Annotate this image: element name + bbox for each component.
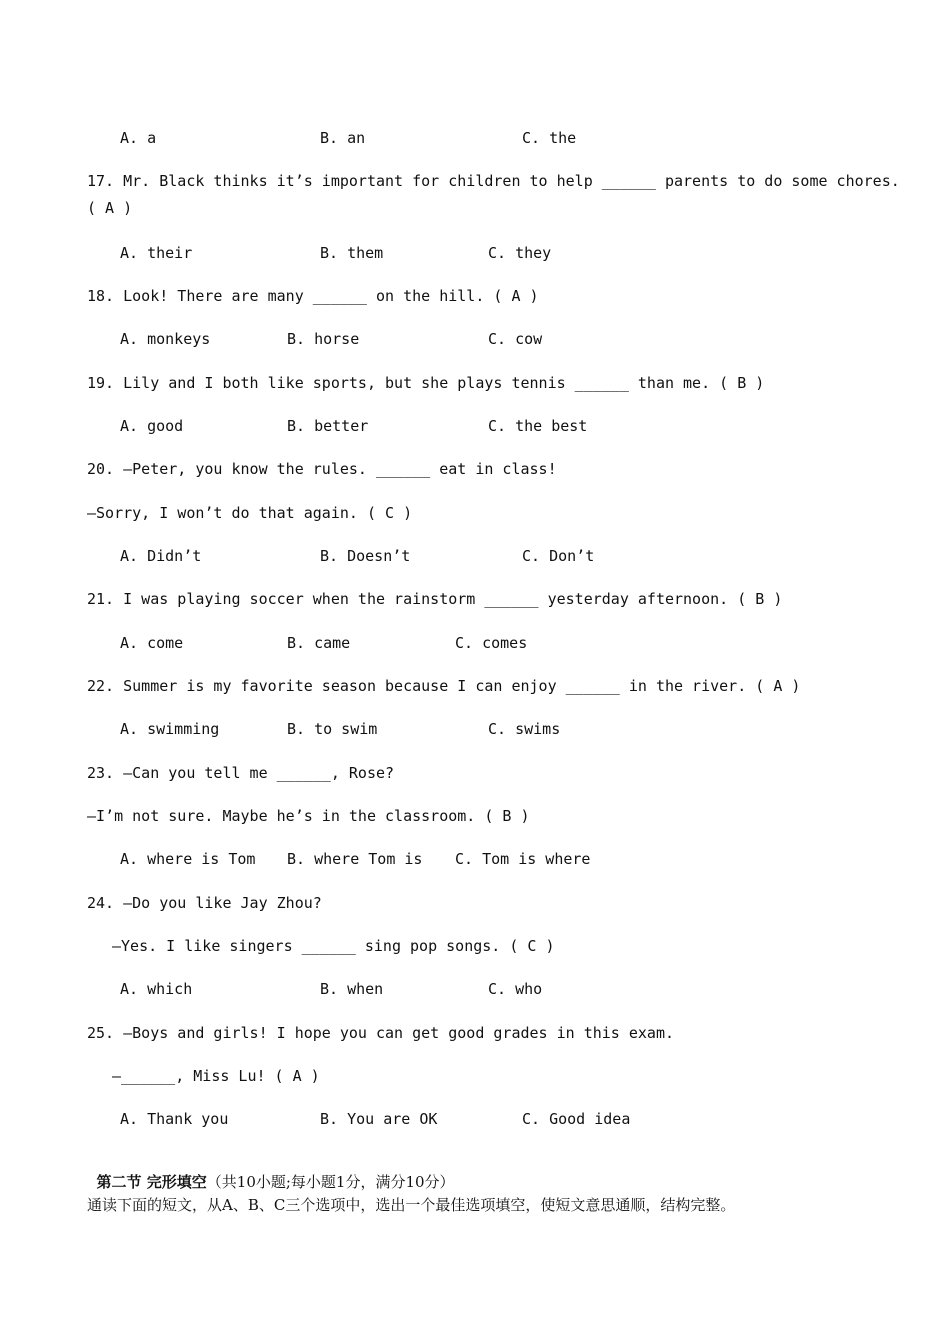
- option-c: C. who: [488, 980, 543, 998]
- option-c: C. comes: [455, 634, 528, 652]
- question-text: 25. —Boys and girls! I hope you can get good grades in this exam.: [87, 1024, 674, 1042]
- question-reply: —______, Miss Lu! ( A ): [112, 1067, 320, 1085]
- question-text: 17. Mr. Black thinks it’s important for children to help ______ parents to do some chores.: [87, 172, 900, 190]
- option-c: C. swims: [488, 720, 561, 738]
- option-b: B. when: [320, 980, 384, 998]
- option-c: C. Good idea: [522, 1110, 631, 1128]
- option-a: A. swimming: [120, 720, 220, 738]
- option-b: B. You are OK: [320, 1110, 438, 1128]
- option-b: B. better: [287, 417, 369, 435]
- section-heading: [87, 1152, 455, 1192]
- option-a: A. where is Tom: [120, 850, 256, 868]
- question-text: 20. —Peter, you know the rules. ______ eat in class!: [87, 460, 557, 478]
- section-instruction: 通读下面的短文，从A、B、C三个选项中，选出一个最佳选项填空，使短文意思通顺，结构完整。: [87, 1196, 736, 1214]
- option-a: A. Didn’t: [120, 547, 202, 565]
- question-text: 19. Lily and I both like sports, but she plays tennis ______ than me. ( B ): [87, 374, 765, 392]
- option-a: A. a: [120, 129, 157, 147]
- section-title: 第二节 完形填空: [96, 1173, 207, 1191]
- option-c: C. Tom is where: [455, 850, 591, 868]
- question-text: 24. —Do you like Jay Zhou?: [87, 894, 322, 912]
- option-b: B. Doesn’t: [320, 547, 411, 565]
- answer-mark: ( A ): [87, 199, 133, 217]
- option-a: A. their: [120, 244, 193, 262]
- option-a: A. which: [120, 980, 193, 998]
- option-c: C. cow: [488, 330, 543, 348]
- option-a: A. Thank you: [120, 1110, 229, 1128]
- option-a: A. monkeys: [120, 330, 211, 348]
- question-text: 22. Summer is my favorite season because I can enjoy ______ in the river. ( A ): [87, 677, 801, 695]
- option-c: C. Don’t: [522, 547, 595, 565]
- option-a: A. good: [120, 417, 184, 435]
- section-scoring: （共10小题;每小题1分，满分10分）: [206, 1173, 455, 1191]
- question-reply: —Yes. I like singers ______ sing pop songs. ( C ): [112, 937, 555, 955]
- option-a: A. come: [120, 634, 184, 652]
- option-b: B. where Tom is: [287, 850, 423, 868]
- question-text: 18. Look! There are many ______ on the hill. ( A ): [87, 287, 539, 305]
- option-b: B. an: [320, 129, 366, 147]
- option-b: B. came: [287, 634, 351, 652]
- option-c: C. the: [522, 129, 577, 147]
- option-c: C. they: [488, 244, 552, 262]
- option-b: B. them: [320, 244, 384, 262]
- question-reply: —I’m not sure. Maybe he’s in the classroom. ( B ): [87, 807, 530, 825]
- option-b: B. to swim: [287, 720, 378, 738]
- question-text: 23. —Can you tell me ______, Rose?: [87, 764, 395, 782]
- option-c: C. the best: [488, 417, 588, 435]
- question-text: 21. I was playing soccer when the rainstorm ______ yesterday afternoon. ( B ): [87, 590, 783, 608]
- question-reply: —Sorry, I won’t do that again. ( C ): [87, 504, 413, 522]
- option-b: B. horse: [287, 330, 360, 348]
